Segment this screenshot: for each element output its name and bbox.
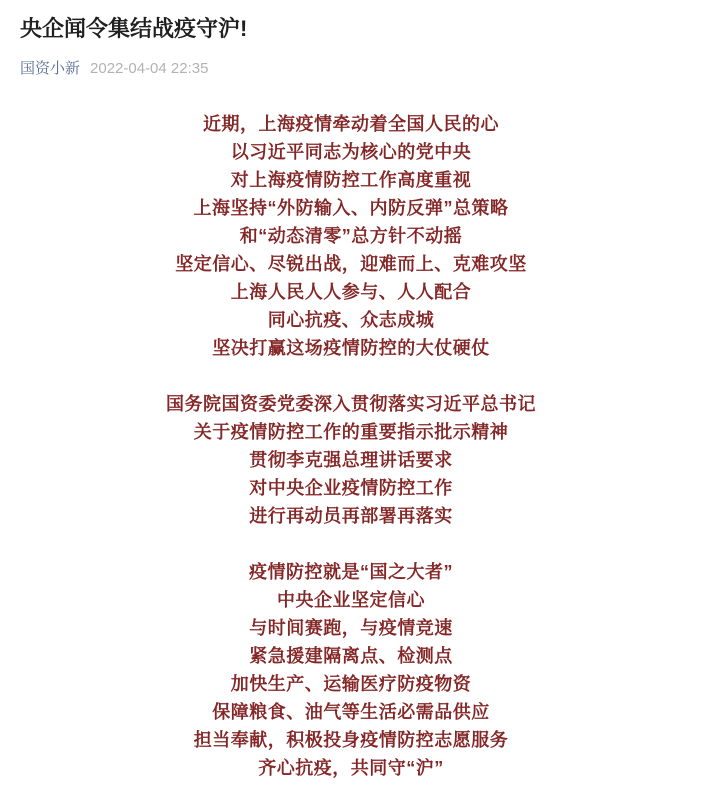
body-line: 坚定信心、尽锐出战，迎难而上、克难攻坚 [175, 254, 527, 274]
body-line: 关于疫情防控工作的重要指示批示精神 [193, 422, 509, 442]
body-line: 上海人民人人参与、人人配合 [230, 282, 472, 302]
body-line: 保障粮食、油气等生活必需品供应 [212, 702, 490, 722]
body-line: 对上海疫情防控工作高度重视 [230, 170, 472, 190]
body-line: 近期，上海疫情牵动着全国人民的心 [203, 114, 499, 134]
stanza-1 [20, 110, 682, 362]
body-line: 对中央企业疫情防控工作 [249, 478, 453, 498]
body-line: 和“动态清零”总方针不动摇 [239, 226, 463, 246]
body-line: 齐心抗疫，共同守“沪” [258, 758, 444, 778]
body-line: 贯彻李克强总理讲话要求 [249, 450, 453, 470]
stanza-2 [20, 390, 682, 530]
body-line: 与时间赛跑，与疫情竞速 [249, 618, 453, 638]
article-body [20, 110, 682, 782]
body-line: 以习近平同志为核心的党中央 [230, 142, 472, 162]
page-title: 央企闻令集结战疫守沪! [20, 16, 248, 41]
account-name-link[interactable]: 国资小新 [20, 60, 81, 77]
body-line: 坚决打赢这场疫情防控的大仗硬仗 [212, 338, 490, 358]
body-line: 上海坚持“外防输入、内防反弹”总策略 [193, 198, 509, 218]
body-line: 中央企业坚定信心 [277, 590, 425, 610]
body-line: 国务院国资委党委深入贯彻落实习近平总书记 [166, 394, 536, 414]
body-line: 紧急援建隔离点、检测点 [249, 646, 453, 666]
body-line: 疫情防控就是“国之大者” [249, 562, 453, 582]
article-meta [20, 59, 682, 79]
publish-timestamp: 2022-04-04 22:35 [90, 60, 209, 77]
stanza-3 [20, 558, 682, 782]
body-line: 进行再动员再部署再落实 [249, 506, 453, 526]
body-line: 加快生产、运输医疗防疫物资 [230, 674, 472, 694]
body-line: 同心抗疫、众志成城 [267, 310, 435, 330]
body-line: 担当奉献，积极投身疫情防控志愿服务 [193, 730, 509, 750]
